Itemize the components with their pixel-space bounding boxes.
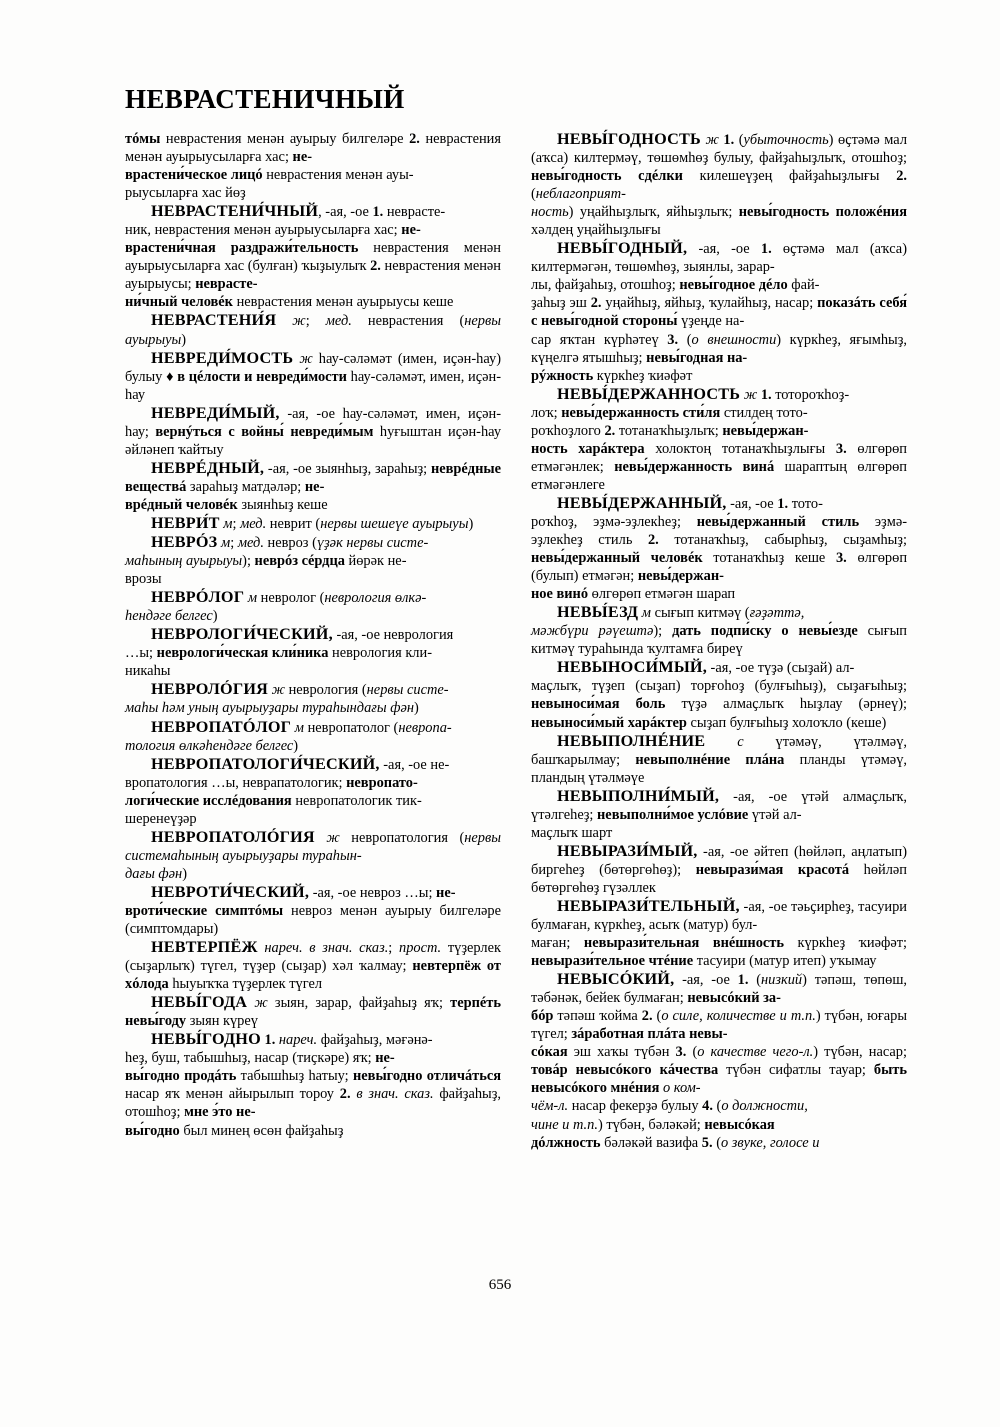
- dictionary-entry: НЕВЫПОЛНИ́МЫЙ, -ая, -ое үтәй алмаҫлыҡ, үтәлгеһеҙ; невыполни́мое услóвие үтәй ал- маҫлыҡ шарт: [531, 786, 907, 841]
- right-column: [531, 130, 907, 1152]
- dictionary-entry: НЕВЫНОСИ́МЫЙ, -ая, -ое түҙә (сыҙай) ал- маҫлыҡ, түҙеп (сыҙап) торғоһоҙ (булғыһыҙ), сыҙағыһыҙ; невыноси́мая боль түҙә алмаҫлыҡ һыҙлау (әрнеү); невыноси́мый харáктер сыҙап булғыһыҙ холоҡло (кеше): [531, 658, 907, 731]
- dictionary-entry: НЕВРОПАТОЛОГИ́ЧЕСКИЙ, -ая, -ое не- вропатология …ы, неврапатологик; невропато- логи́ческие исслéдования невропатологик тик- шеренеүҙәр: [125, 754, 450, 827]
- dictionary-entry: НЕВЫ́ГОДА ж зыян, зарар, файҙаһыҙ яҡ; терпéть невы́году зыян күреү: [125, 993, 501, 1030]
- dictionary-entry: НЕВРОЛÓГИЯ ж неврология (нервы систе- маһы һәм уның ауырыуҙары тураһындағы фән): [125, 680, 449, 717]
- dictionary-entry: НЕВРОТИ́ЧЕСКИЙ, -ая, -ое невроз …ы; не- вроти́ческие симптóмы невроз менән ауырыу билгеләре (симптомдары): [125, 882, 501, 938]
- dictionary-entry: НЕВЫ́ГОДНО 1. нареч. файҙаһыҙ, мәғәнә- һеҙ, буш, табышһыҙ, насар (тиҫкәре) яҡ; не- вы́годно продáть табышһыҙ һатыу; невы́годно отличáться насар яҡ менән айырылып тороу 2. в знач. сказ. файҙаһыҙ, отошһоҙ; мне э́то не- вы́годно был минең өсөн файҙаһыҙ: [125, 1030, 501, 1139]
- page-number: 656: [488, 1277, 512, 1293]
- diamond-icon: ♦: [166, 368, 174, 385]
- dictionary-entry: НЕВРОЛОГИ́ЧЕСКИЙ, -ая, -ое неврология …ы; неврологи́ческая кли́ника неврология кли- никаһы: [125, 625, 454, 680]
- dictionary-entry: НЕВРÓЗ м; мед. невроз (үҙәк нервы систе- маһының ауырыуы); неврóз сéрдца йөрәк не- врозы: [125, 533, 429, 588]
- dictionary-entry: НЕВЫ́ГОДНЫЙ, -ая, -ое 1. өҫтәмә мал (аҡса) килтермәгән, төшөмһөҙ, зыянлы, зарар- лы, файҙаһыҙ, отошһоҙ; невы́годное дéло фай- ҙаһыҙ эш 2. уңайһыҙ, яйһыҙ, ҡулайһыҙ, насар; показáть себя́ с невы́годной стороны́ үҙеңде на- сар яҡтан күрһәтеү 3. (о внешности) күркһеҙ, яғымһыҙ, күңелгә ятышһыҙ; невы́годная на- рýжность күркһеҙ ҡиәфәт: [531, 239, 908, 384]
- dictionary-entry: НЕВРАСТЕНИ́ЧНЫЙ, -ая, -ое 1. неврасте- ник, неврастения менән ауырыусыларға хас; не- врастени́чная раздражи́тельность неврастения менән ауырыусыларға хас (булған) ҡыҙыулыҡ 2. неврастения менән ауырыусы; неврасте- ни́чный человéк неврастения менән ауырыусы кеше: [125, 202, 501, 311]
- dictionary-entry: НЕВРОПАТÓЛОГ м невропатолог (невропа- тология өлкәһендәге белгес): [125, 717, 452, 754]
- dictionary-entry: НЕВРЕДИ́МЫЙ, -ая, -ое һау-сәләмәт, имен, иҫән-һау; вернýться с войны́ невреди́мым һуғыштан иҫән-һау әйләнеп ҡайтыу: [125, 403, 502, 458]
- running-head: НЕВРАСТЕНИЧНЫЙ: [125, 84, 405, 114]
- two-column-body: [125, 130, 907, 1152]
- dictionary-entry: НЕВЫРАЗИ́МЫЙ, -ая, -ое әйтеп (һөйләп, аңлатып) биргеһеҙ (бөтөргөһөҙ); невырази́мая красотá һөйләп бөтөргөһөҙ гүзәллек: [531, 841, 907, 896]
- dictionary-entry: НЕВЫ́ЕЗД м сығып китмәү (ғәҙәттә, мәжбүри рәүештә); дать подпи́ску о невы́езде сығып китмәү тураһында ҡултамға биреү: [531, 603, 907, 658]
- dictionary-entry: НЕВЫ́ГОДНОСТЬ ж 1. (убыточность) өҫтәмә мал (аҡса) килтермәү, төшөмһөҙ булыу, файҙаһыҙлыҡ, отошһоҙ; невы́годность сдéлки килешеүҙең файҙаһыҙлығы 2. (неблагоприят- ность) уңайһыҙлыҡ, яйһыҙлыҡ; невы́годность положéния хәлдең уңайһыҙлығы: [531, 130, 907, 239]
- dictionary-entry: НЕВЫ́ДЕРЖАННОСТЬ ж 1. тотороҡһоҙ- лоҡ; невы́держанность сти́ля стилдең тото- роҡһоҙлого 2. тотанаҡһыҙлыҡ; невы́держан- ность харáктера холоктоң тотанаҡһыҙлығы 3. өлгөрөп етмәгәнлек; невы́держанность винá шараптың өлгөрөп етмәгәнлеге: [531, 384, 907, 493]
- dictionary-entry: НЕВРÉДНЫЙ, -ая, -ое зыянһыҙ, зараһыҙ; неврéдные веществá зараһыҙ матдәләр; не- врéдный человéк зыянһыҙ кеше: [125, 458, 501, 513]
- entry-continuation: тóмы неврастения менән ауырыу билгеләре 2. неврастения менән ауырыусыларға хас; не- врастени́ческое лицó неврастения менән ауы- рыусыларға хас йөҙ: [125, 131, 502, 202]
- dictionary-entry: НЕВРЕДИ́МОСТЬ ж һау-сәләмәт (имен, иҫән-һау) булыу ♦ в цéлости и невреди́мости һау-сәләмәт, имен, иҫән-һау: [125, 348, 501, 403]
- dictionary-entry: НЕВЫПОЛНÉНИЕ с үтәмәү, үтәлмәү, башҡарылмау; невыполнéние плáна планды үтәмәү, пландың үтәлмәүе: [531, 731, 907, 786]
- dictionary-entry: НЕВРИ́Т м; мед. неврит (нервы шешеүе ауырыуы): [151, 513, 474, 532]
- left-column: [125, 130, 501, 1152]
- dictionary-entry: НЕВРÓЛОГ м невролог (неврология өлкә- һендәге белгес): [125, 588, 427, 625]
- dictionary-entry: НЕВРОПАТОЛÓГИЯ ж невропатология (нервы системаһының ауырыуҙары тураһын- дағы фән): [125, 827, 501, 882]
- dictionary-entry: НЕВТЕРПЁЖ нареч. в знач. сказ.; прост. түҙерлек (сыҙарлыҡ) түгел, түҙер (сыҙар) хәл ҡалмау; невтерпёж от хóлода һыуыҡҡа түҙерлек түгел: [125, 938, 501, 993]
- dictionary-entry: НЕВРАСТЕНИ́Я ж; мед. неврастения (нервы ауырыуы): [125, 311, 501, 348]
- dictionary-entry: НЕВЫРАЗИ́ТЕЛЬНЫЙ, -ая, -ое тәьҫирһеҙ, тасуири булмаған, күркһеҙ, асыҡ (матур) бул- маған; невырази́тельная внéшность күркһеҙ ҡиәфәт; невырази́тельное чтéние тасуири (матур итеп) уҡымау: [531, 896, 907, 970]
- dictionary-entry: НЕВЫ́ДЕРЖАННЫЙ, -ая, -ое 1. тото- роҡһоҙ, эҙмә-эҙлекһеҙ; невы́держанный стиль эҙмә-эҙлекһеҙ стиль 2. тотанаҡһыҙ, сабырһыҙ, сыҙамһыҙ; невы́держанный человéк тотанаҡһыҙ кеше 3. өлгөрөп (булып) етмәгән; невы́держан- ное винó өлгөрөп етмәгән шарап: [531, 493, 908, 603]
- dictionary-entry: НЕВЫСÓКИЙ, -ая, -ое 1. (низкий) тәпәш, төпөш, тәбәнәк, бейек булмаған; невысóкий за- бóр тәпәш ҡойма 2. (о силе, количестве и т.п.) түбән, юғары түгел; зáработная плáта невы- сóкая эш хаҡы түбән 3. (о качестве чего-л.) түбән, насар; товáр невысóкого кáчества түбән сифатлы тауар; быть невысóкого мнéния о ком- чём-л. насар фекерҙә булыу 4. (о должности, чине и т.п.) түбән, бәләкәй; невысóкая дóлжность бәләкәй вазифа 5. (о звуке, голосе и: [531, 970, 908, 1151]
